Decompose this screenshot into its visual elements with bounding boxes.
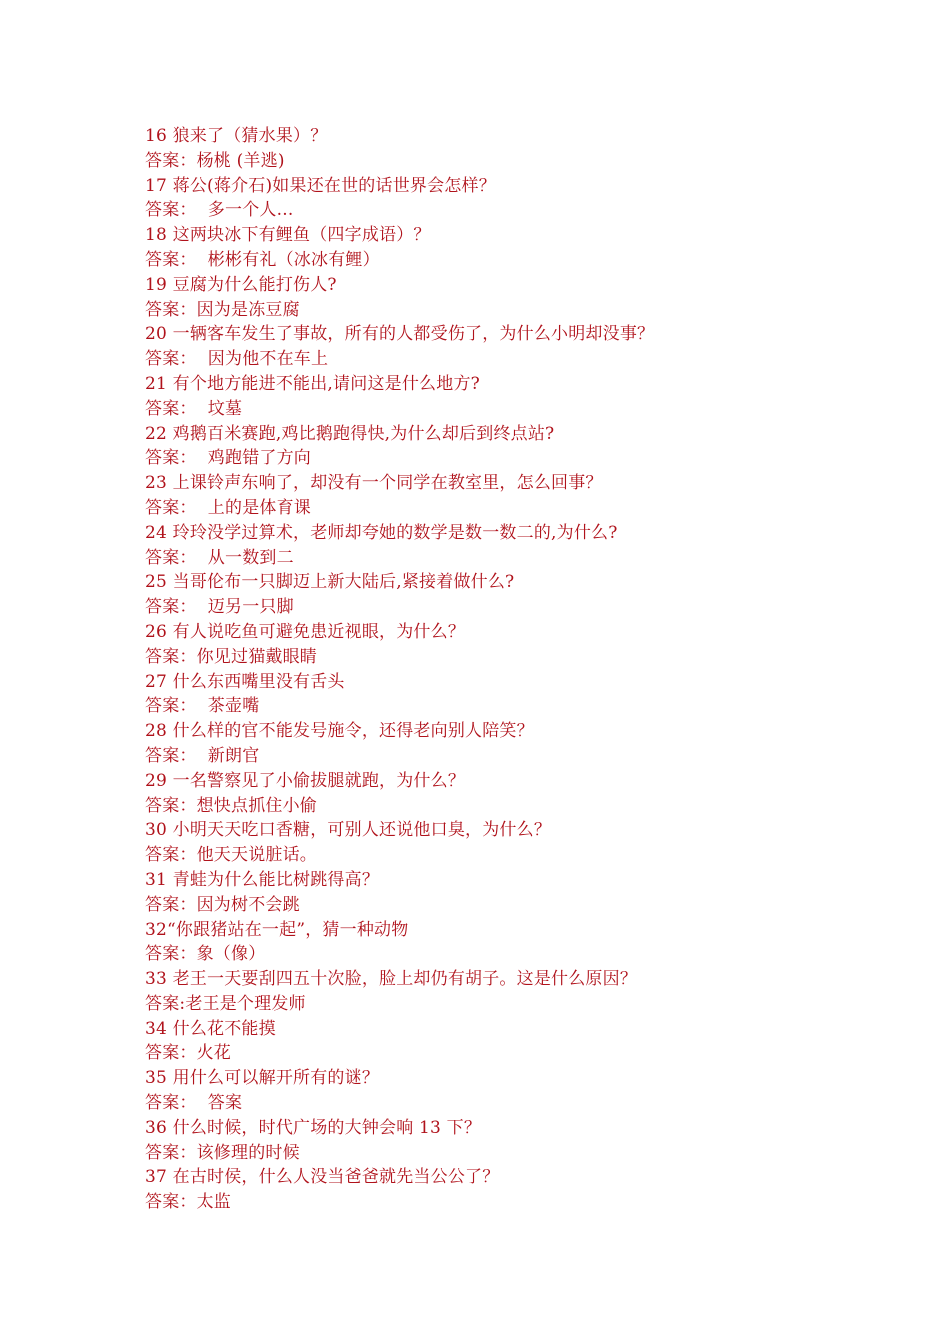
riddle-list — [145, 124, 845, 1215]
question-text: 35 用什么可以解开所有的谜？ — [145, 1068, 380, 1089]
answer-text: 答案：想快点抓住小偷 — [145, 795, 317, 816]
answer-text: 答案:老王是个理发师 — [145, 993, 306, 1014]
question-text: 34 什么花不能摸 — [145, 1018, 276, 1039]
answer-text: 答案： 彬彬有礼（冰冰有鲤） — [145, 249, 380, 270]
question-text: 32“你跟猪站在一起”，猜一种动物 — [145, 919, 409, 940]
question-text: 19 豆腐为什么能打伤人? — [145, 274, 337, 295]
answer-text: 答案： 上的是体育课 — [145, 497, 312, 518]
question-text: 17 蒋公(蒋介石)如果还在世的话世界会怎样？ — [145, 175, 496, 196]
question-text: 16 狼来了（猜水果）？ — [145, 126, 328, 146]
answer-text: 答案： 坟墓 — [145, 398, 243, 419]
question-text: 25 当哥伦布一只脚迈上新大陆后,紧接着做什么? — [145, 572, 515, 593]
answer-text: 答案： 因为他不在车上 — [145, 349, 329, 370]
question-text: 18 这两块冰下有鲤鱼（四字成语）？ — [145, 225, 431, 246]
question-text: 31 青蛙为什么能比树跳得高？ — [145, 869, 380, 890]
answer-text: 答案： 新朗官 — [145, 745, 260, 766]
question-text: 27 什么东西嘴里没有舌头 — [145, 671, 345, 692]
question-text: 33 老王一天要刮四五十次脸，脸上却仍有胡子。这是什么原因？ — [145, 969, 638, 990]
answer-text: 答案：他天天说脏话。 — [145, 845, 317, 866]
question-text: 21 有个地方能进不能出,请问这是什么地方? — [145, 373, 480, 394]
answer-text: 答案： 茶壶嘴 — [145, 696, 260, 717]
question-text: 28 什么样的官不能发号施令，还得老向别人陪笑？ — [145, 721, 534, 742]
question-text: 36 什么时候，时代广场的大钟会响 13 下？ — [145, 1117, 482, 1138]
answer-text: 答案：太监 — [145, 1192, 231, 1213]
answer-text: 答案：火花 — [145, 1043, 231, 1064]
question-text: 20 一辆客车发生了事故，所有的人都受伤了，为什么小明却没事？ — [145, 324, 655, 345]
answer-text: 答案：该修理的时候 — [145, 1142, 300, 1163]
answer-text: 答案： 多一个人... — [145, 200, 294, 221]
question-text: 22 鸡鹅百米赛跑,鸡比鹅跑得快,为什么却后到终点站? — [145, 423, 555, 444]
question-text: 30 小明天天吃口香糖，可别人还说他口臭，为什么？ — [145, 820, 552, 841]
answer-text: 答案： 鸡跑错了方向 — [145, 448, 312, 469]
question-text: 29 一名警察见了小偷拔腿就跑，为什么？ — [145, 770, 466, 791]
answer-text: 答案：因为树不会跳 — [145, 894, 300, 915]
answer-text: 答案： 迈另一只脚 — [145, 597, 294, 618]
answer-text: 答案：杨桃 (羊逃) — [145, 150, 285, 171]
answer-text: 答案： 从一数到二 — [145, 547, 294, 568]
question-text: 26 有人说吃鱼可避免患近视眼，为什么？ — [145, 621, 466, 642]
question-text: 37 在古时侯，什么人没当爸爸就先当公公了？ — [145, 1167, 500, 1188]
question-text: 23 上课铃声东响了，却没有一个同学在教室里，怎么回事？ — [145, 473, 603, 494]
answer-text: 答案： 答案 — [145, 1093, 243, 1114]
answer-text: 答案：你见过猫戴眼睛 — [145, 646, 317, 667]
question-text: 24 玲玲没学过算术，老师却夸她的数学是数一数二的,为什么? — [145, 522, 618, 543]
answer-text: 答案：象（像） — [145, 944, 266, 965]
answer-text: 答案：因为是冻豆腐 — [145, 299, 300, 320]
